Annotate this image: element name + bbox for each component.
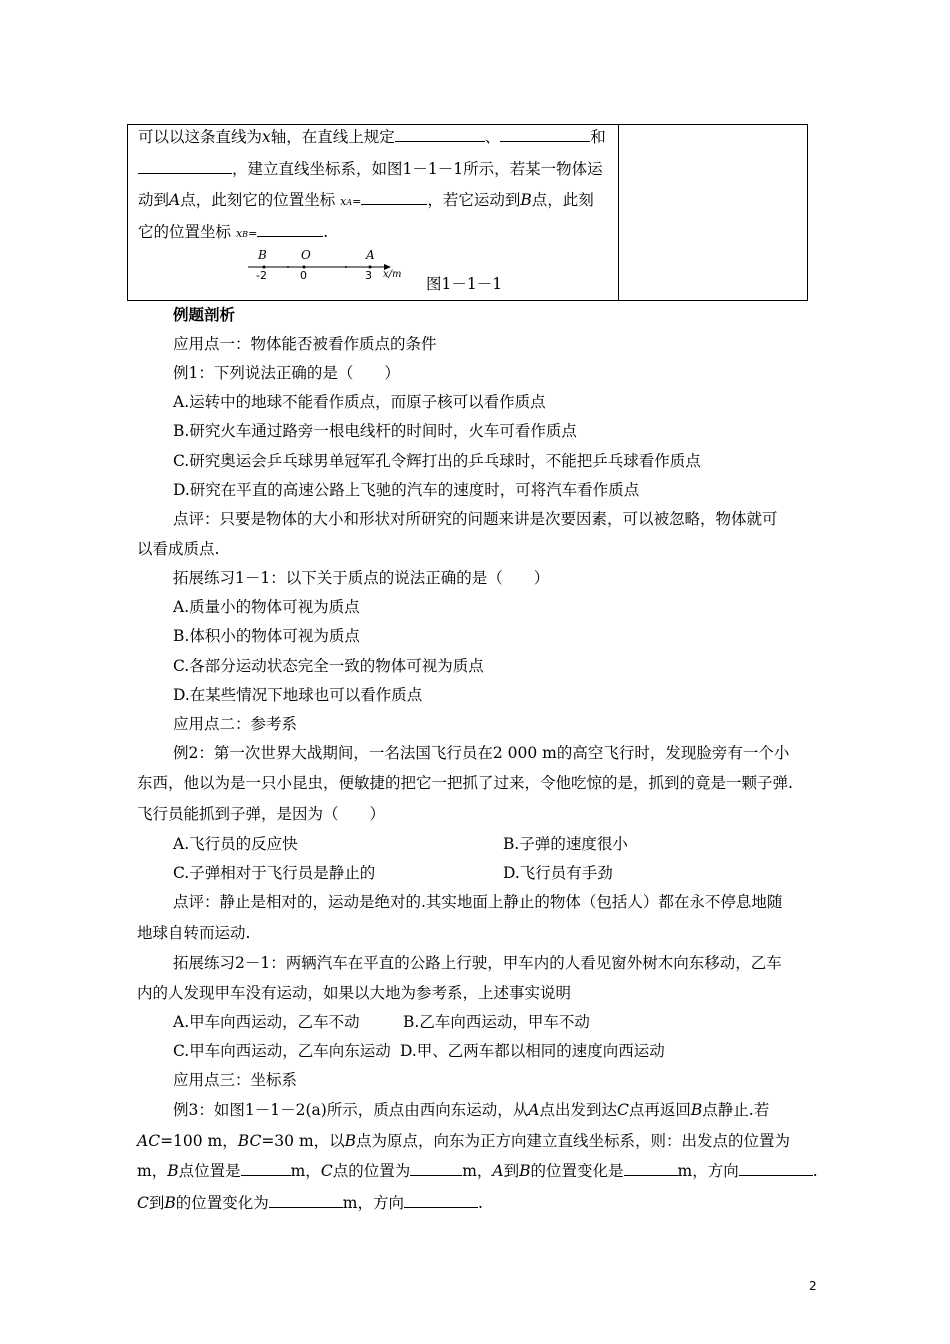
point-label: B bbox=[167, 1162, 179, 1180]
text: 点再返回 bbox=[628, 1101, 691, 1119]
table-divider bbox=[618, 125, 619, 300]
label-o: O bbox=[301, 248, 311, 262]
blank[interactable] bbox=[395, 126, 485, 142]
label-b: B bbox=[258, 248, 267, 262]
text: 点静止.若 bbox=[702, 1101, 770, 1119]
text: 的位置变化为 bbox=[175, 1194, 269, 1212]
var: x bbox=[235, 227, 243, 240]
option: A.飞行员的反应快 bbox=[173, 835, 298, 853]
subscript: A bbox=[346, 198, 353, 207]
comment: 以看成质点. bbox=[137, 540, 220, 558]
label-a: A bbox=[366, 248, 375, 262]
text: ，建立直线坐标系，如图1－1－1所示，若某一物体运 bbox=[232, 160, 603, 178]
box-line-4 bbox=[138, 221, 328, 246]
text: 例3：如图1－1－2(a)所示，质点由西向东运动，从 bbox=[173, 1101, 529, 1119]
var: x bbox=[340, 195, 347, 208]
figure-caption: 图1－1－1 bbox=[426, 275, 503, 293]
heading: 应用点一：物体能否被看作质点的条件 bbox=[173, 335, 437, 353]
blank[interactable] bbox=[624, 1160, 678, 1176]
point-label: B bbox=[519, 1162, 531, 1180]
option: A.质量小的物体可视为质点 bbox=[173, 598, 360, 616]
text: 点的位置为 bbox=[332, 1162, 411, 1180]
blank[interactable] bbox=[269, 1192, 343, 1208]
text: m， bbox=[462, 1162, 493, 1180]
equals: = bbox=[352, 195, 362, 208]
option: B.体积小的物体可视为质点 bbox=[173, 627, 360, 645]
var-x: x bbox=[262, 128, 271, 146]
option: D.飞行员有手劲 bbox=[503, 864, 613, 882]
tick-dot bbox=[345, 266, 347, 268]
point-label: C bbox=[320, 1162, 333, 1180]
point-label: B bbox=[690, 1101, 703, 1119]
text: m，方向 bbox=[677, 1162, 739, 1180]
text: . bbox=[478, 1194, 483, 1212]
point-label: B bbox=[520, 191, 532, 209]
example3-line-1 bbox=[173, 1099, 769, 1121]
heading: 应用点二：参考系 bbox=[173, 715, 298, 733]
example3-line-4 bbox=[137, 1192, 483, 1214]
blank[interactable] bbox=[138, 158, 232, 174]
option: C.甲车向西运动，乙车向东运动 bbox=[173, 1042, 391, 1060]
blank[interactable] bbox=[500, 126, 590, 142]
blank[interactable] bbox=[410, 1160, 462, 1176]
example3-line-2 bbox=[137, 1130, 790, 1152]
blank[interactable] bbox=[257, 221, 323, 237]
comment: 点评：只要是物体的大小和形状对所研究的问题来讲是次要因素，可以被忽略，物体就可 bbox=[173, 510, 778, 528]
point-label: A bbox=[528, 1101, 540, 1119]
tick-label: 3 bbox=[365, 269, 372, 282]
question: 例1：下列说法正确的是（ ） bbox=[173, 364, 400, 382]
point-label: C bbox=[137, 1194, 149, 1212]
question: 拓展练习1－1：以下关于质点的说法正确的是（ ） bbox=[173, 569, 550, 587]
point-label: B bbox=[164, 1194, 176, 1212]
text: 的位置变化是 bbox=[530, 1162, 624, 1180]
text: 动到 bbox=[138, 191, 170, 209]
text: m， bbox=[137, 1162, 168, 1180]
text: 它的位置坐标 bbox=[138, 223, 232, 241]
option: A.甲车向西运动，乙车不动 bbox=[173, 1013, 360, 1031]
comment: 地球自转而运动. bbox=[137, 924, 251, 942]
text: 点为原点，向东为正方向建立直线坐标系，则：出发点的位置为 bbox=[356, 1132, 791, 1150]
blank[interactable] bbox=[361, 189, 427, 205]
option: D.在某些情况下地球也可以看作质点 bbox=[173, 686, 423, 704]
text: 点出发到达 bbox=[539, 1101, 618, 1119]
question: 例2：第一次世界大战期间，一名法国飞行员在2 000 m的高空飞行时，发现脸旁有一个小 bbox=[173, 744, 790, 762]
segment-label: BC bbox=[237, 1132, 262, 1150]
segment-label: AC bbox=[137, 1132, 161, 1150]
option: B.乙车向西运动，甲车不动 bbox=[403, 1013, 590, 1031]
text: 轴，在直线上规定 bbox=[270, 128, 395, 146]
subscript: B bbox=[242, 230, 249, 239]
question: 东西，他以为是一只小昆虫，便敏捷的把它一把抓了过来，令他吃惊的是，抓到的竟是一颗子弹. bbox=[137, 774, 793, 792]
text: 到 bbox=[148, 1194, 165, 1212]
text: . bbox=[812, 1162, 818, 1180]
text: =100 m， bbox=[160, 1132, 238, 1150]
box-line-3 bbox=[138, 189, 594, 214]
tick-label: -2 bbox=[256, 269, 267, 282]
question: 飞行员能抓到子弹，是因为（ ） bbox=[137, 805, 386, 823]
text: 点位置是 bbox=[178, 1162, 241, 1180]
option: B.子弹的速度很小 bbox=[503, 835, 628, 853]
text: . bbox=[323, 223, 329, 241]
box-line-2 bbox=[138, 158, 603, 180]
text: 可以以这条直线为 bbox=[138, 128, 263, 146]
example3-line-3 bbox=[137, 1160, 818, 1182]
point-label: C bbox=[617, 1101, 629, 1119]
point-label: A bbox=[169, 191, 181, 209]
tick-label: 0 bbox=[300, 269, 307, 282]
text: 到 bbox=[503, 1162, 520, 1180]
point-label: A bbox=[492, 1162, 504, 1180]
section-title: 例题剖析 bbox=[173, 305, 236, 324]
text: 点，此刻 bbox=[531, 191, 594, 209]
point-label: B bbox=[344, 1132, 357, 1150]
text: 、 bbox=[484, 128, 501, 146]
page-number: 2 bbox=[809, 1279, 817, 1293]
tick-dot bbox=[287, 266, 289, 268]
option: D.研究在平直的高速公路上飞驰的汽车的速度时，可将汽车看作质点 bbox=[173, 481, 640, 499]
comment: 点评：静止是相对的，运动是绝对的.其实地面上静止的物体（包括人）都在永不停息地随 bbox=[173, 893, 783, 911]
text: 和 bbox=[590, 128, 606, 146]
option: C.各部分运动状态完全一致的物体可视为质点 bbox=[173, 657, 484, 675]
option: C.子弹相对于飞行员是静止的 bbox=[173, 864, 376, 882]
option: C.研究奥运会乒乓球男单冠军孔令辉打出的乒乓球时，不能把乒乓球看作质点 bbox=[173, 452, 701, 470]
equals: = bbox=[248, 227, 258, 240]
text: 点，此刻它的位置坐标 bbox=[180, 191, 336, 209]
option: B.研究火车通过路旁一根电线杆的时间时，火车可看作质点 bbox=[173, 422, 577, 440]
blank[interactable] bbox=[404, 1192, 478, 1208]
blank[interactable] bbox=[739, 1160, 813, 1176]
axis-unit: x/m bbox=[383, 269, 402, 280]
question: 拓展练习2－1：两辆汽车在平直的公路上行驶，甲车内的人看见窗外树木向东移动，乙车 bbox=[173, 954, 782, 972]
text: =30 m，以 bbox=[261, 1132, 345, 1150]
text: m， bbox=[290, 1162, 321, 1180]
blank[interactable] bbox=[241, 1160, 291, 1176]
text: m，方向 bbox=[342, 1194, 404, 1212]
option: A.运转中的地球不能看作质点，而原子核可以看作质点 bbox=[173, 393, 546, 411]
question: 内的人发现甲车没有运动，如果以大地为参考系，上述事实说明 bbox=[137, 984, 572, 1002]
option: D.甲、乙两车都以相同的速度向西运动 bbox=[400, 1042, 665, 1060]
box-line-1 bbox=[138, 126, 606, 148]
text: ，若它运动到 bbox=[427, 191, 521, 209]
number-line-figure bbox=[244, 248, 414, 286]
heading: 应用点三：坐标系 bbox=[173, 1071, 298, 1089]
